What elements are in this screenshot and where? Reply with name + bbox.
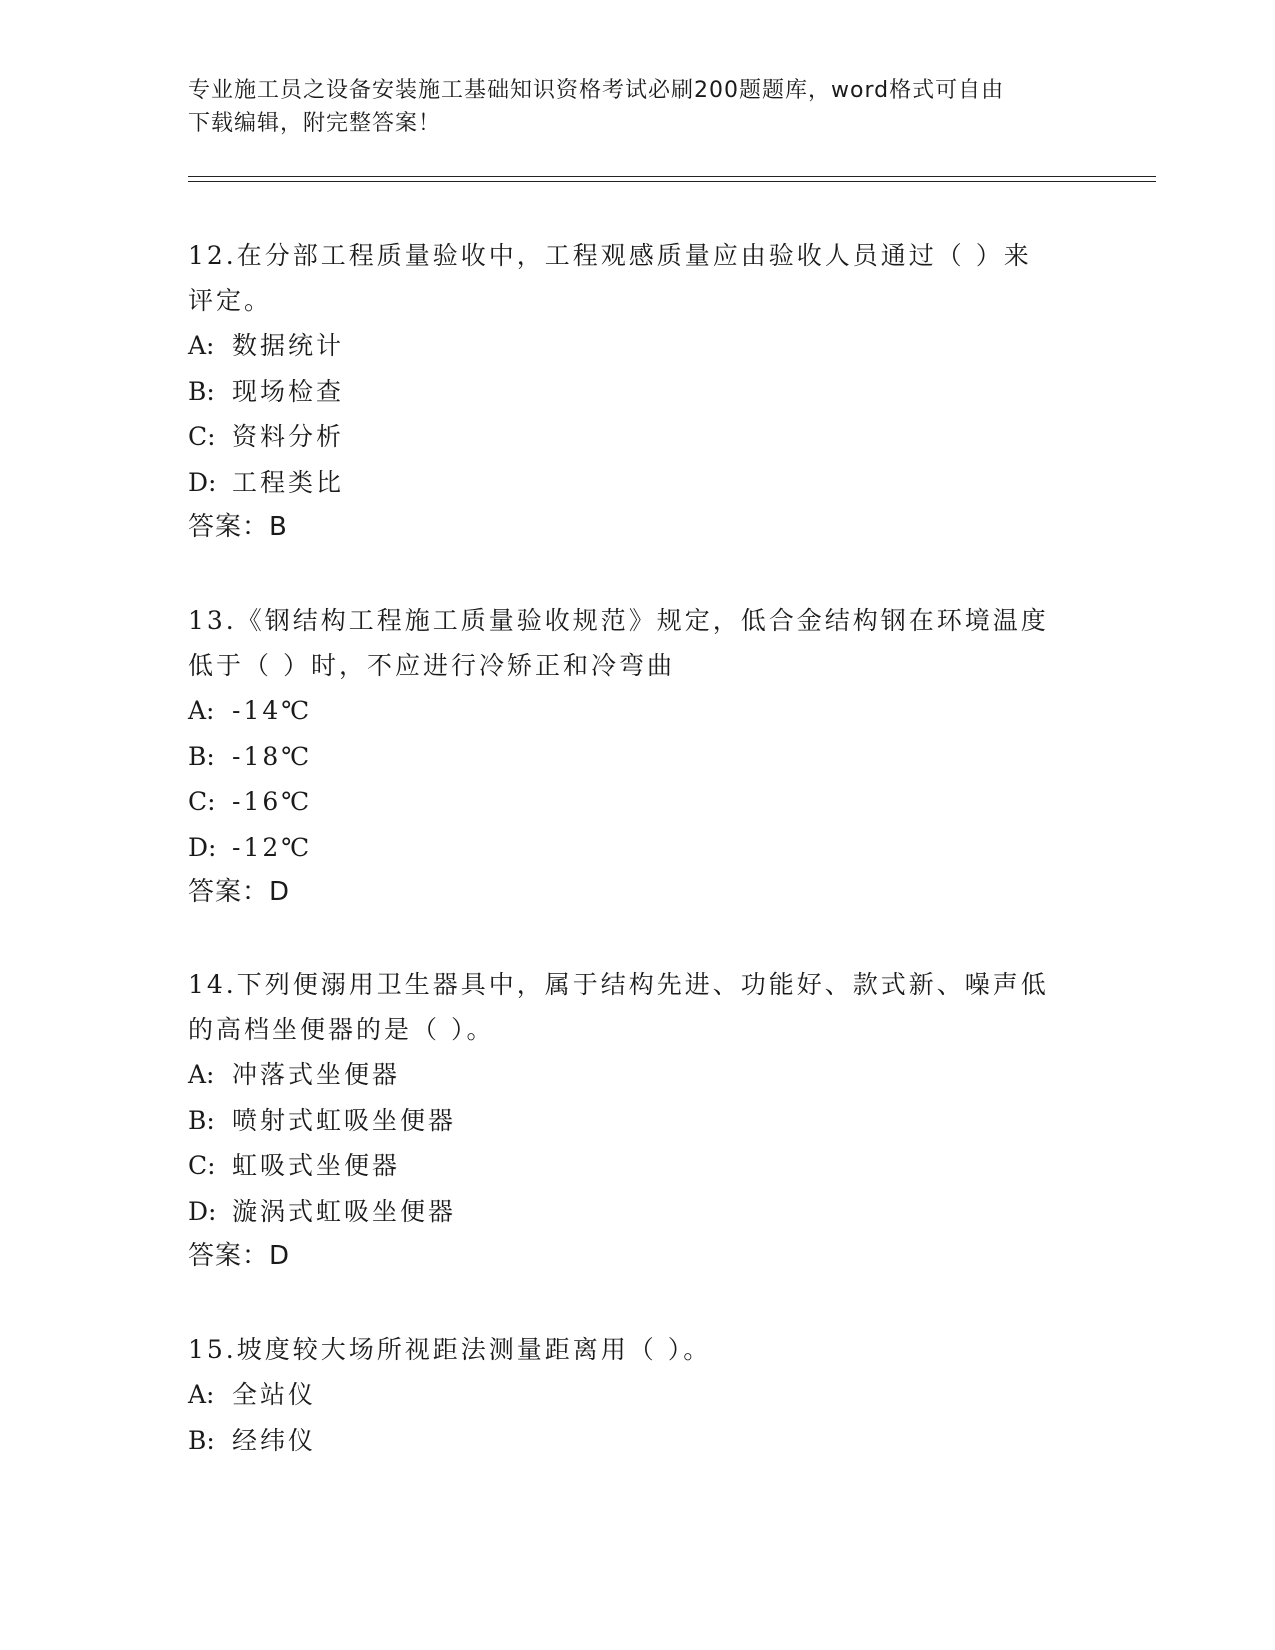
header-line-2: 下载编辑，附完整答案！ xyxy=(188,111,442,136)
question-stem xyxy=(188,1327,1088,1372)
option-letter: D: xyxy=(188,832,217,862)
option-b xyxy=(188,1098,1088,1144)
option-b xyxy=(188,369,1088,415)
option-letter: B: xyxy=(188,741,215,771)
option-letter: C: xyxy=(188,787,216,816)
question-stem-line-2: 评定。 xyxy=(188,286,273,315)
question-stem-line-1: 12.在分部工程质量验收中，工程观感质量应由验收人员通过（ ）来 xyxy=(188,241,1032,270)
option-letter: C: xyxy=(188,422,216,451)
option-d xyxy=(188,460,1088,506)
question-stem xyxy=(188,598,1088,688)
option-text: 数据统计 xyxy=(232,331,345,360)
question-15 xyxy=(188,1327,1088,1463)
option-text: 漩涡式虹吸坐便器 xyxy=(232,1196,457,1226)
option-letter: A: xyxy=(188,331,215,360)
answer-line: 答案：B xyxy=(188,512,288,542)
option-letter: D: xyxy=(188,1196,217,1226)
question-14 xyxy=(188,962,1088,1279)
option-text: 现场检查 xyxy=(232,376,345,406)
question-stem-line-1: 15.坡度较大场所视距法测量距离用（ ）。 xyxy=(188,1335,712,1364)
option-b xyxy=(188,1418,1088,1464)
option-text: 冲落式坐便器 xyxy=(232,1060,401,1089)
option-letter: A: xyxy=(188,696,215,725)
option-text: -12℃ xyxy=(232,832,313,862)
option-text: -18℃ xyxy=(232,741,313,771)
option-d xyxy=(188,825,1088,871)
option-text: 经纬仪 xyxy=(232,1425,317,1455)
option-c xyxy=(188,779,1088,825)
option-c xyxy=(188,414,1088,460)
option-b xyxy=(188,734,1088,780)
question-12 xyxy=(188,233,1088,550)
answer-line: 答案：D xyxy=(188,1241,291,1271)
option-a xyxy=(188,1052,1088,1098)
option-letter: A: xyxy=(188,1060,215,1089)
question-stem xyxy=(188,962,1088,1052)
question-stem-line-2: 的高档坐便器的是（ ）。 xyxy=(188,1015,495,1044)
header-divider-bottom xyxy=(188,181,1156,182)
option-letter: C: xyxy=(188,1151,216,1180)
question-stem-line-1: 14.下列便溺用卫生器具中，属于结构先进、功能好、款式新、噪声低 xyxy=(188,970,1049,999)
header-line-1: 专业施工员之设备安装施工基础知识资格考试必刷200题题库，word格式可自由 xyxy=(188,78,1005,103)
option-text: 虹吸式坐便器 xyxy=(232,1151,401,1180)
option-text: 资料分析 xyxy=(232,422,345,451)
header-divider-top xyxy=(188,176,1156,177)
question-stem-line-1: 13.《钢结构工程施工质量验收规范》规定，低合金结构钢在环境温度 xyxy=(188,606,1049,635)
option-text: 工程类比 xyxy=(232,467,345,497)
option-a xyxy=(188,688,1088,734)
option-a xyxy=(188,1372,1088,1418)
document-header xyxy=(188,74,1068,140)
option-text: 喷射式虹吸坐便器 xyxy=(232,1105,457,1135)
option-a xyxy=(188,323,1088,369)
answer-line: 答案：D xyxy=(188,877,291,907)
option-letter: D: xyxy=(188,467,217,497)
option-letter: A: xyxy=(188,1380,215,1409)
option-letter: B: xyxy=(188,376,215,406)
question-stem-line-2: 低于（ ）时，不应进行冷矫正和冷弯曲 xyxy=(188,651,675,680)
option-letter: B: xyxy=(188,1105,215,1135)
option-d xyxy=(188,1189,1088,1235)
option-c xyxy=(188,1143,1088,1189)
option-text: 全站仪 xyxy=(232,1380,317,1409)
option-text: -16℃ xyxy=(232,787,313,816)
question-13 xyxy=(188,598,1088,915)
option-text: -14℃ xyxy=(232,696,313,725)
question-stem xyxy=(188,233,1088,323)
option-letter: B: xyxy=(188,1425,215,1455)
